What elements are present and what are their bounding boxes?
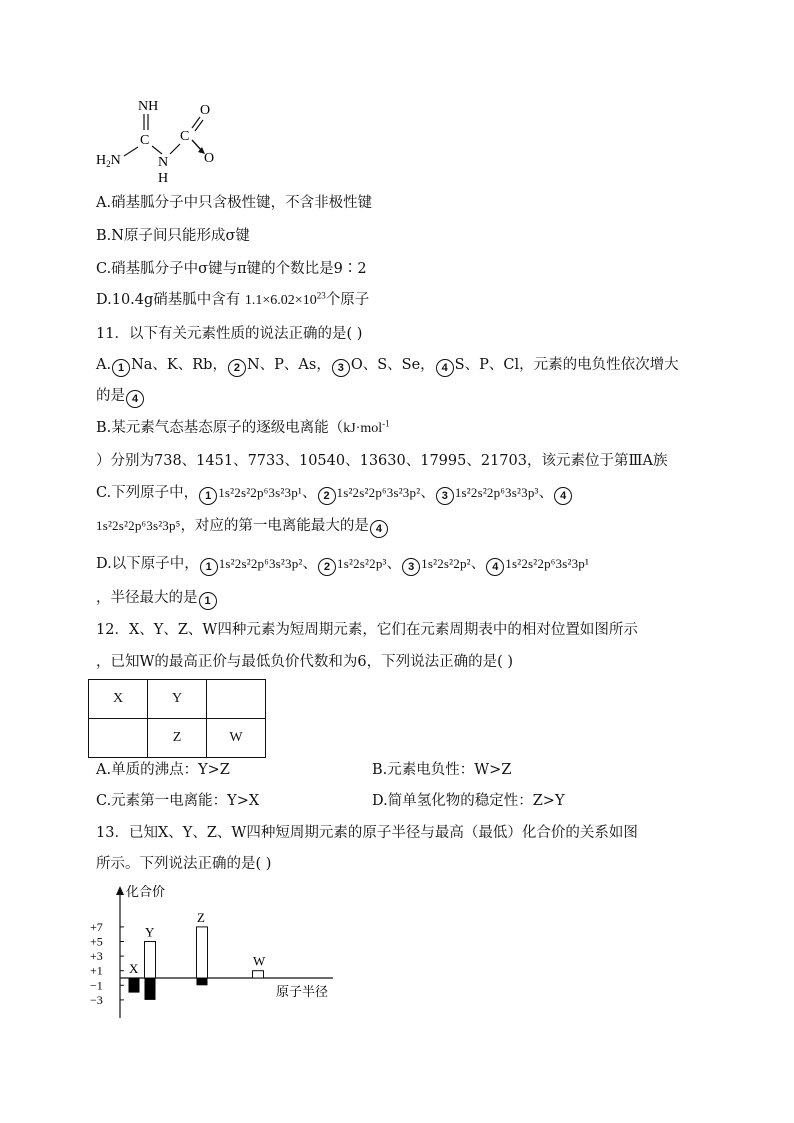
y-tick-label: +7 — [90, 919, 103, 934]
circled-number-4: 4 — [126, 390, 144, 408]
mol-h: H — [158, 171, 169, 186]
table-cell: Y — [148, 680, 207, 719]
y-tick-label: −3 — [90, 992, 103, 1007]
mol-c1: C — [140, 133, 150, 148]
bar-min-valence-Y — [145, 978, 156, 1000]
q10-option-c-text: C.硝基胍分子中σ键与π键的个数比是9∶2 — [96, 261, 367, 277]
q11-option-b-cont: ）分别为738、1451、7733、10540、13630、17995、21703，该元素位于第ⅢA族 — [96, 453, 668, 469]
q13-stem-line1: 13．已知X、Y、Z、W四种短周期元素的原子半径与最高（最低）化合价的关系如图 — [96, 825, 638, 841]
bar-max-valence-W — [253, 971, 264, 978]
electron-config: 1s²2s²2p³ — [337, 556, 387, 571]
x-axis-label: 原子半径 — [276, 984, 329, 999]
table-cell: Z — [148, 719, 207, 758]
electron-config: 1s²2s²2p⁶3s²3p³ — [454, 485, 539, 500]
q10-option-b — [96, 226, 250, 246]
circled-number-2: 2 — [318, 487, 336, 505]
electron-config: 1s²2s²2p⁶3s²3p¹ — [505, 556, 590, 571]
circled-number-1: 1 — [200, 558, 218, 576]
bar-max-valence-Y — [145, 942, 156, 979]
q10-option-d-pre: D.10.4g硝基胍中含有 — [96, 292, 241, 308]
circled-number-3: 3 — [402, 558, 420, 576]
mol-o2: O — [204, 151, 215, 166]
mol-nh: NH — [138, 99, 159, 114]
y-tick-label: −1 — [90, 978, 103, 993]
electron-config: 1s²2s²2p⁶3s²3p¹ — [218, 485, 302, 500]
circled-number-3: 3 — [332, 359, 350, 377]
q12-stem-line2: ，已知W的最高正价与最低负价代数和为6，下列说法正确的是( ) — [96, 654, 514, 670]
q11-option-c: C.下列原子中， 1 1s²2s²2p⁶3s²3p¹、 2 1s²2s²2p⁶3s²3p²、 3 1s²2s²2p⁶3s²3p³、 4 — [96, 483, 573, 505]
circled-number-4: 4 — [370, 520, 388, 538]
table-cell — [207, 680, 266, 719]
table-row — [89, 719, 266, 758]
y-axis-arrow — [116, 886, 124, 895]
y-tick-label: +5 — [90, 934, 103, 949]
q11-option-a: A. 1 Na、K、Rb， 2 N、P、As， 3 O、S、Se， 4 S、P、Cl，元素的电负性依次增大 — [96, 355, 679, 377]
category-label-Y: Y — [145, 924, 155, 940]
svg-text:H2N — [96, 153, 121, 169]
q12-option-c: C.元素第一电离能：Y>X — [96, 793, 260, 809]
q10-option-b-text: B.N原子间只能形成σ键 — [96, 228, 250, 244]
q11-option-a-cont: 的是 4 — [96, 386, 145, 408]
bar-min-valence-X — [129, 978, 140, 993]
category-label-Z: Z — [197, 909, 205, 925]
mol-c2: C — [180, 129, 190, 144]
category-label-X: X — [129, 961, 139, 976]
table-cell: W — [207, 719, 266, 758]
circled-number-1: 1 — [199, 592, 217, 610]
electron-config: 1s²2s²2p² — [421, 556, 471, 571]
circled-number-4: 4 — [554, 487, 572, 505]
mol-h2n-h: H — [96, 153, 107, 168]
mol-o1: O — [200, 103, 211, 118]
circled-number-2: 2 — [228, 359, 246, 377]
q11-unit: kJ·mol$^{-1}$ — [343, 418, 390, 436]
circled-number-3: 3 — [436, 487, 454, 505]
y-axis-label: 化合价 — [126, 884, 166, 899]
q12-option-a: A.单质的沸点：Y>Z — [96, 762, 230, 778]
electron-config: 1s²2s²2p⁶3s²3p² — [218, 556, 303, 571]
q13-stem-line2: 所示。下列说法正确的是( ) — [96, 856, 272, 872]
q12-option-d: D.简单氢化物的稳定性：Z>Y — [372, 793, 565, 809]
table-cell — [89, 719, 148, 758]
q11-option-c-cont: 1s²2s²2p⁶3s²3p⁵，对应的第一电离能最大的是 4 — [96, 516, 389, 538]
bar-max-valence-Z — [197, 927, 208, 978]
q10-option-d-post: 个原子 — [325, 292, 370, 308]
valence-radius-chart — [88, 880, 388, 1025]
circled-number-4: 4 — [486, 558, 504, 576]
q10-option-d — [96, 290, 369, 311]
periodic-position-table — [88, 679, 266, 758]
q10-option-d-formula: $1.1\times 6.02\times 10^{23}$ — [244, 290, 326, 308]
q11-stem: 11．以下有关元素性质的说法正确的是( ) — [96, 326, 363, 342]
circled-number-4: 4 — [436, 359, 454, 377]
q11-option-d: D.以下原子中， 1 1s²2s²2p⁶3s²3p²、 2 1s²2s²2p³、 3 1s²2s²2p²、 4 1s²2s²2p⁶3s²3p¹ — [96, 554, 589, 576]
q10-option-a — [96, 193, 372, 213]
q12-option-b: B.元素电负性：W>Z — [372, 762, 512, 778]
electron-config: 1s²2s²2p⁶3s²3p² — [336, 485, 421, 500]
y-tick-label: +1 — [90, 963, 103, 978]
circled-number-1: 1 — [112, 359, 130, 377]
circled-number-1: 1 — [199, 487, 217, 505]
mol-h2n-sub: 2 — [106, 159, 111, 169]
category-label-W: W — [253, 953, 266, 969]
q11-option-b: B.某元素气态基态原子的逐级电离能（kJ·mol$^{-1}$ — [96, 418, 390, 436]
mol-h2n-n: N — [110, 153, 121, 168]
q10-option-c — [96, 259, 367, 279]
y-tick-label: +3 — [90, 949, 103, 964]
bar-min-valence-Z — [197, 978, 208, 985]
table-row — [89, 680, 266, 719]
electron-config: 1s²2s²2p⁶3s²3p⁵ — [96, 518, 181, 533]
molecule-structure — [90, 92, 230, 188]
q12-stem-line1: 12．X、Y、Z、W四种元素为短周期元素，它们在元素周期表中的相对位置如图所示 — [96, 622, 638, 638]
circled-number-2: 2 — [318, 558, 336, 576]
mol-n: N — [158, 155, 169, 170]
q11-option-d-cont: ，半径最大的是 1 — [96, 588, 218, 610]
table-cell: X — [89, 680, 148, 719]
q10-option-a-text: A.硝基胍分子中只含极性键，不含非极性键 — [96, 195, 373, 211]
